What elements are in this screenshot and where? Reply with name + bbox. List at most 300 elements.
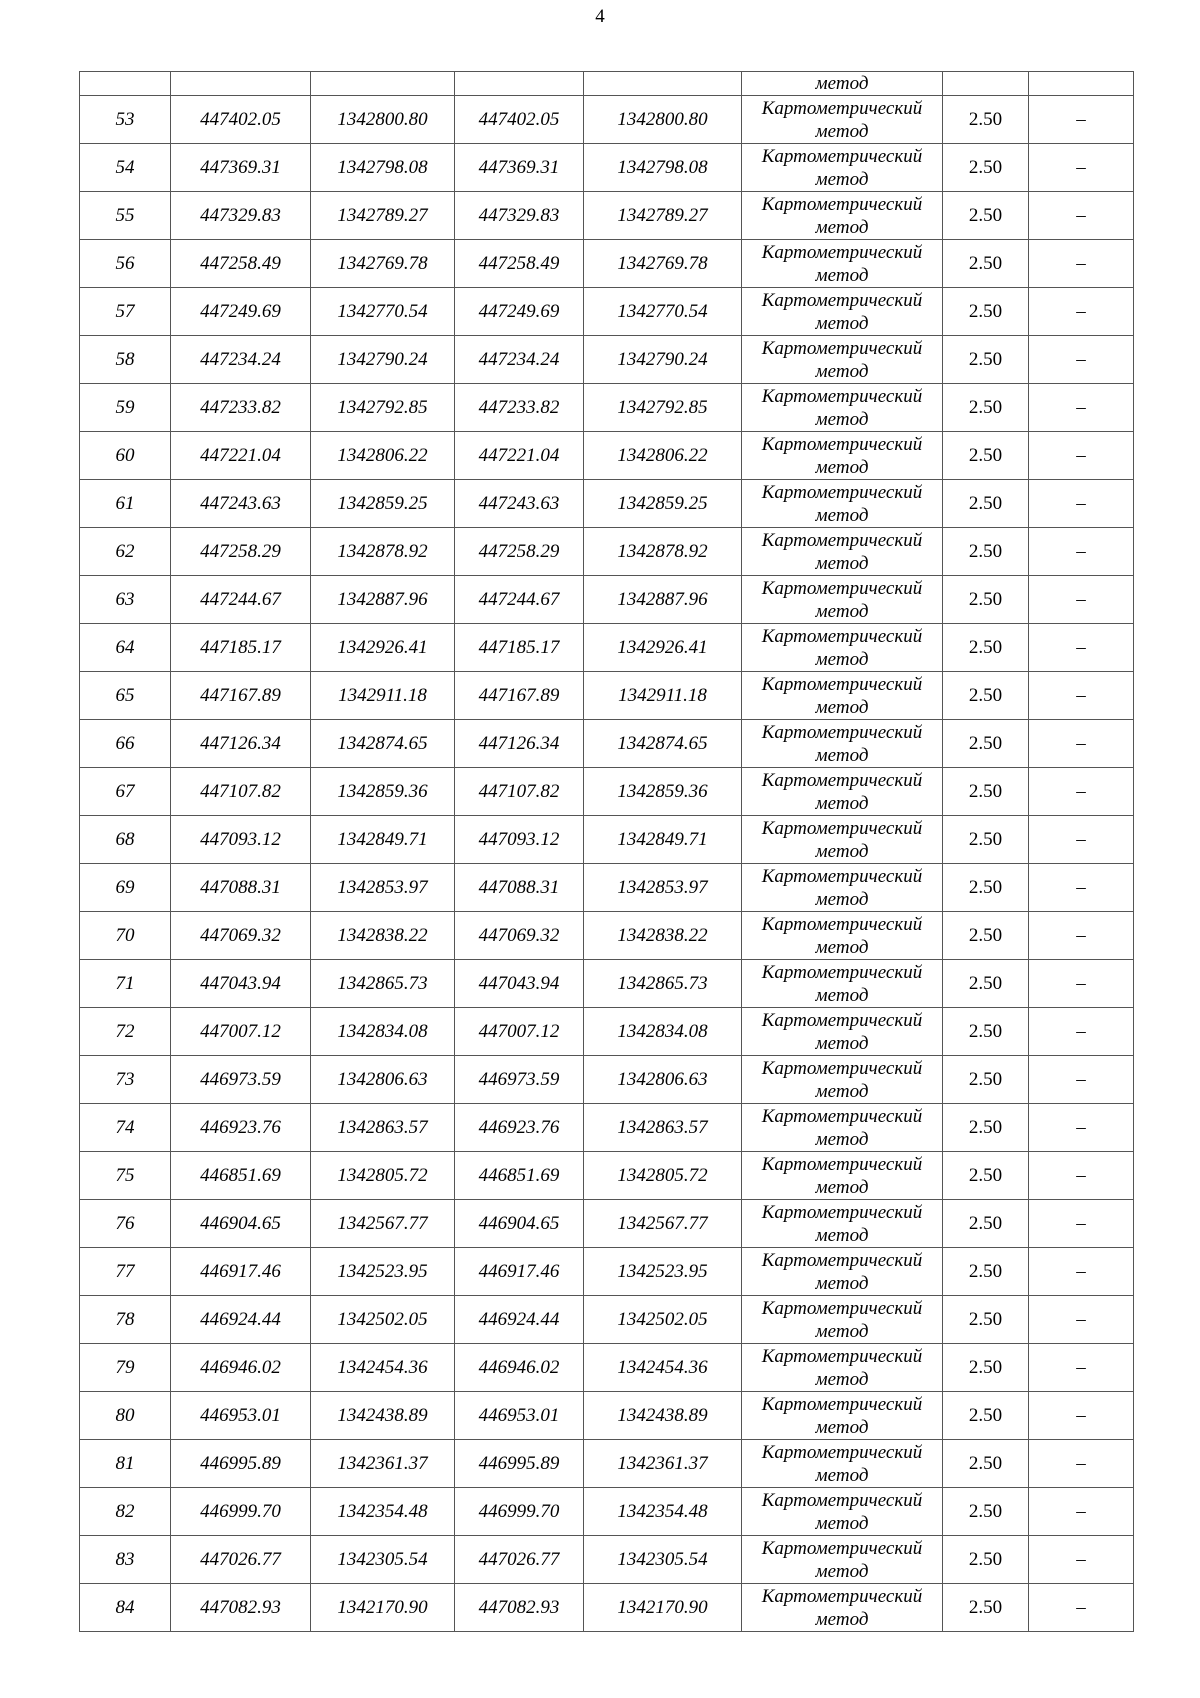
method-line-1: Картометрический	[761, 529, 923, 551]
error-cell: 2.50	[943, 960, 1029, 1008]
method-cell	[742, 960, 943, 1008]
table-row	[80, 288, 1134, 336]
error-cell: 2.50	[943, 672, 1029, 720]
y-new-cell: 1342806.63	[584, 1056, 742, 1104]
continuation-row	[80, 72, 1134, 96]
table-row	[80, 1344, 1134, 1392]
table-row	[80, 1008, 1134, 1056]
note-cell: –	[1029, 144, 1134, 192]
y-new-cell: 1342790.24	[584, 336, 742, 384]
empty-cell	[80, 72, 171, 96]
point-number-cell: 65	[80, 672, 171, 720]
error-cell: 2.50	[943, 1104, 1029, 1152]
method-cell	[742, 240, 943, 288]
y-new-cell: 1342859.36	[584, 768, 742, 816]
method-line-1: Картометрический	[761, 1009, 923, 1031]
x-old-cell: 447233.82	[171, 384, 311, 432]
error-cell: 2.50	[943, 336, 1029, 384]
method-line-2: метод	[815, 552, 869, 574]
empty-cell	[311, 72, 455, 96]
x-new-cell: 446917.46	[455, 1248, 584, 1296]
y-new-cell: 1342800.80	[584, 96, 742, 144]
note-cell: –	[1029, 864, 1134, 912]
method-line-2: метод	[815, 1560, 869, 1582]
note-cell: –	[1029, 432, 1134, 480]
point-number-cell: 74	[80, 1104, 171, 1152]
x-new-cell: 447107.82	[455, 768, 584, 816]
point-number-cell: 62	[80, 528, 171, 576]
table-row	[80, 1104, 1134, 1152]
y-new-cell: 1342361.37	[584, 1440, 742, 1488]
method-cell	[742, 480, 943, 528]
method-line-1: Картометрический	[761, 1537, 923, 1559]
point-number-cell: 53	[80, 96, 171, 144]
method-line-2: метод	[815, 936, 869, 958]
y-new-cell: 1342454.36	[584, 1344, 742, 1392]
y-new-cell: 1342567.77	[584, 1200, 742, 1248]
x-new-cell: 447026.77	[455, 1536, 584, 1584]
note-cell: –	[1029, 1248, 1134, 1296]
y-old-cell: 1342806.22	[311, 432, 455, 480]
x-old-cell: 447249.69	[171, 288, 311, 336]
method-line-2: метод	[815, 1416, 869, 1438]
method-line-2: метод	[815, 984, 869, 1006]
x-old-cell: 446946.02	[171, 1344, 311, 1392]
method-line-1: Картометрический	[761, 385, 923, 407]
x-old-cell: 447258.49	[171, 240, 311, 288]
note-cell: –	[1029, 1056, 1134, 1104]
method-line-1: Картометрический	[761, 865, 923, 887]
table-row	[80, 1440, 1134, 1488]
point-number-cell: 84	[80, 1584, 171, 1632]
table-row	[80, 1488, 1134, 1536]
y-old-cell: 1342859.25	[311, 480, 455, 528]
note-cell: –	[1029, 1440, 1134, 1488]
x-old-cell: 447369.31	[171, 144, 311, 192]
method-line-1: Картометрический	[761, 145, 923, 167]
error-cell: 2.50	[943, 1488, 1029, 1536]
point-number-cell: 70	[80, 912, 171, 960]
y-old-cell: 1342792.85	[311, 384, 455, 432]
y-old-cell: 1342800.80	[311, 96, 455, 144]
method-cell	[742, 768, 943, 816]
x-old-cell: 447402.05	[171, 96, 311, 144]
y-new-cell: 1342874.65	[584, 720, 742, 768]
method-line-2: метод	[815, 1080, 869, 1102]
y-new-cell: 1342849.71	[584, 816, 742, 864]
x-new-cell: 446973.59	[455, 1056, 584, 1104]
table-row	[80, 1200, 1134, 1248]
y-old-cell: 1342859.36	[311, 768, 455, 816]
empty-cell	[171, 72, 311, 96]
method-line-2: метод	[815, 1032, 869, 1054]
method-line-1: Картометрический	[761, 1489, 923, 1511]
error-cell: 2.50	[943, 240, 1029, 288]
error-cell: 2.50	[943, 1152, 1029, 1200]
error-cell: 2.50	[943, 1056, 1029, 1104]
x-new-cell: 447233.82	[455, 384, 584, 432]
x-old-cell: 446924.44	[171, 1296, 311, 1344]
error-cell: 2.50	[943, 384, 1029, 432]
y-old-cell: 1342874.65	[311, 720, 455, 768]
method-cell	[742, 384, 943, 432]
note-cell: –	[1029, 384, 1134, 432]
note-cell: –	[1029, 528, 1134, 576]
method-line-2: метод	[815, 1608, 869, 1630]
point-number-cell: 76	[80, 1200, 171, 1248]
table-row	[80, 480, 1134, 528]
point-number-cell: 80	[80, 1392, 171, 1440]
error-cell: 2.50	[943, 864, 1029, 912]
error-cell: 2.50	[943, 192, 1029, 240]
point-number-cell: 57	[80, 288, 171, 336]
x-new-cell: 446904.65	[455, 1200, 584, 1248]
y-old-cell: 1342853.97	[311, 864, 455, 912]
method-line-2: метод	[815, 1368, 869, 1390]
note-cell: –	[1029, 480, 1134, 528]
y-new-cell: 1342523.95	[584, 1248, 742, 1296]
y-new-cell: 1342863.57	[584, 1104, 742, 1152]
y-old-cell: 1342567.77	[311, 1200, 455, 1248]
x-old-cell: 447007.12	[171, 1008, 311, 1056]
x-new-cell: 447093.12	[455, 816, 584, 864]
note-cell: –	[1029, 960, 1134, 1008]
note-cell: –	[1029, 1104, 1134, 1152]
x-new-cell: 447243.63	[455, 480, 584, 528]
method-line-1: Картометрический	[761, 481, 923, 503]
note-cell: –	[1029, 1488, 1134, 1536]
method-line-1: Картометрический	[761, 1441, 923, 1463]
y-new-cell: 1342853.97	[584, 864, 742, 912]
y-new-cell: 1342502.05	[584, 1296, 742, 1344]
x-new-cell: 447249.69	[455, 288, 584, 336]
table-row	[80, 336, 1134, 384]
x-old-cell: 447185.17	[171, 624, 311, 672]
table-row	[80, 912, 1134, 960]
method-line-2: метод	[815, 1320, 869, 1342]
x-old-cell: 446923.76	[171, 1104, 311, 1152]
point-number-cell: 81	[80, 1440, 171, 1488]
y-old-cell: 1342926.41	[311, 624, 455, 672]
x-new-cell: 447088.31	[455, 864, 584, 912]
method-line-2: метод	[815, 1512, 869, 1534]
y-old-cell: 1342454.36	[311, 1344, 455, 1392]
error-cell: 2.50	[943, 528, 1029, 576]
table-row	[80, 672, 1134, 720]
y-old-cell: 1342523.95	[311, 1248, 455, 1296]
method-cell	[742, 912, 943, 960]
method-line-1: Картометрический	[761, 1153, 923, 1175]
y-new-cell: 1342789.27	[584, 192, 742, 240]
x-old-cell: 447126.34	[171, 720, 311, 768]
x-new-cell: 447082.93	[455, 1584, 584, 1632]
x-old-cell: 446953.01	[171, 1392, 311, 1440]
error-cell: 2.50	[943, 432, 1029, 480]
point-number-cell: 78	[80, 1296, 171, 1344]
note-cell: –	[1029, 1392, 1134, 1440]
point-number-cell: 77	[80, 1248, 171, 1296]
x-new-cell: 446953.01	[455, 1392, 584, 1440]
note-cell: –	[1029, 288, 1134, 336]
empty-cell	[1029, 72, 1134, 96]
y-new-cell: 1342792.85	[584, 384, 742, 432]
note-cell: –	[1029, 768, 1134, 816]
method-line-1: Картометрический	[761, 769, 923, 791]
y-old-cell: 1342865.73	[311, 960, 455, 1008]
y-old-cell: 1342354.48	[311, 1488, 455, 1536]
y-new-cell: 1342170.90	[584, 1584, 742, 1632]
empty-cell	[584, 72, 742, 96]
y-new-cell: 1342838.22	[584, 912, 742, 960]
x-new-cell: 447402.05	[455, 96, 584, 144]
table-row	[80, 1584, 1134, 1632]
point-number-cell: 54	[80, 144, 171, 192]
y-old-cell: 1342805.72	[311, 1152, 455, 1200]
method-line-2: метод	[815, 408, 869, 430]
x-old-cell: 446917.46	[171, 1248, 311, 1296]
x-old-cell: 446904.65	[171, 1200, 311, 1248]
note-cell: –	[1029, 96, 1134, 144]
y-new-cell: 1342859.25	[584, 480, 742, 528]
method-cell	[742, 432, 943, 480]
point-number-cell: 56	[80, 240, 171, 288]
x-old-cell: 447069.32	[171, 912, 311, 960]
table-row	[80, 720, 1134, 768]
method-cell	[742, 1200, 943, 1248]
point-number-cell: 69	[80, 864, 171, 912]
method-line-2: метод	[815, 648, 869, 670]
note-cell: –	[1029, 672, 1134, 720]
method-cell	[742, 96, 943, 144]
y-new-cell: 1342834.08	[584, 1008, 742, 1056]
y-new-cell: 1342305.54	[584, 1536, 742, 1584]
y-old-cell: 1342770.54	[311, 288, 455, 336]
method-cell	[742, 144, 943, 192]
method-line-1: Картометрический	[761, 1585, 923, 1607]
y-old-cell: 1342849.71	[311, 816, 455, 864]
x-new-cell: 447043.94	[455, 960, 584, 1008]
point-number-cell: 72	[80, 1008, 171, 1056]
x-old-cell: 447329.83	[171, 192, 311, 240]
x-new-cell: 446999.70	[455, 1488, 584, 1536]
method-line-1: Картометрический	[761, 97, 923, 119]
method-line-1: Картометрический	[761, 1297, 923, 1319]
y-old-cell: 1342863.57	[311, 1104, 455, 1152]
note-cell: –	[1029, 624, 1134, 672]
method-line-2: метод	[815, 360, 869, 382]
method-line-1: Картометрический	[761, 1105, 923, 1127]
table-row	[80, 192, 1134, 240]
method-line-2: метод	[815, 456, 869, 478]
method-cell	[742, 1248, 943, 1296]
method-cell	[742, 1536, 943, 1584]
point-number-cell: 68	[80, 816, 171, 864]
point-number-cell: 75	[80, 1152, 171, 1200]
table-row	[80, 816, 1134, 864]
x-old-cell: 447243.63	[171, 480, 311, 528]
y-old-cell: 1342838.22	[311, 912, 455, 960]
point-number-cell: 60	[80, 432, 171, 480]
x-new-cell: 446851.69	[455, 1152, 584, 1200]
x-new-cell: 447167.89	[455, 672, 584, 720]
method-line-1: Картометрический	[761, 625, 923, 647]
point-number-cell: 71	[80, 960, 171, 1008]
y-old-cell: 1342834.08	[311, 1008, 455, 1056]
x-new-cell: 447244.67	[455, 576, 584, 624]
error-cell: 2.50	[943, 288, 1029, 336]
method-line-2: метод	[815, 600, 869, 622]
error-cell: 2.50	[943, 720, 1029, 768]
error-cell: 2.50	[943, 768, 1029, 816]
error-cell: 2.50	[943, 1536, 1029, 1584]
x-old-cell: 447244.67	[171, 576, 311, 624]
method-line-1: Картометрический	[761, 433, 923, 455]
y-old-cell: 1342911.18	[311, 672, 455, 720]
method-cell-tail: метод	[742, 72, 943, 96]
error-cell: 2.50	[943, 576, 1029, 624]
method-line-2: метод	[815, 120, 869, 142]
table-row	[80, 1392, 1134, 1440]
x-old-cell: 447221.04	[171, 432, 311, 480]
method-line-1: Картометрический	[761, 961, 923, 983]
y-new-cell: 1342806.22	[584, 432, 742, 480]
point-number-cell: 79	[80, 1344, 171, 1392]
method-line-2: метод	[815, 312, 869, 334]
x-old-cell: 447258.29	[171, 528, 311, 576]
method-cell	[742, 336, 943, 384]
method-cell	[742, 288, 943, 336]
point-number-cell: 66	[80, 720, 171, 768]
x-old-cell: 447088.31	[171, 864, 311, 912]
x-new-cell: 446924.44	[455, 1296, 584, 1344]
table-row	[80, 1056, 1134, 1104]
method-cell	[742, 1008, 943, 1056]
y-new-cell: 1342926.41	[584, 624, 742, 672]
y-new-cell: 1342798.08	[584, 144, 742, 192]
x-new-cell: 446923.76	[455, 1104, 584, 1152]
method-cell	[742, 1296, 943, 1344]
note-cell: –	[1029, 336, 1134, 384]
method-line-1: Картометрический	[761, 1249, 923, 1271]
x-new-cell: 447185.17	[455, 624, 584, 672]
error-cell: 2.50	[943, 1440, 1029, 1488]
table-row	[80, 384, 1134, 432]
error-cell: 2.50	[943, 912, 1029, 960]
method-line-1: Картометрический	[761, 817, 923, 839]
note-cell: –	[1029, 1200, 1134, 1248]
note-cell: –	[1029, 1584, 1134, 1632]
y-new-cell: 1342770.54	[584, 288, 742, 336]
point-number-cell: 64	[80, 624, 171, 672]
table-row	[80, 1152, 1134, 1200]
method-line-1: Картометрический	[761, 1393, 923, 1415]
method-line-2: метод	[815, 216, 869, 238]
y-new-cell: 1342887.96	[584, 576, 742, 624]
empty-cell	[455, 72, 584, 96]
point-number-cell: 61	[80, 480, 171, 528]
x-old-cell: 446999.70	[171, 1488, 311, 1536]
method-line-1: Картометрический	[761, 241, 923, 263]
method-cell	[742, 576, 943, 624]
point-number-cell: 82	[80, 1488, 171, 1536]
note-cell: –	[1029, 1008, 1134, 1056]
error-cell: 2.50	[943, 1584, 1029, 1632]
y-old-cell: 1342790.24	[311, 336, 455, 384]
error-cell: 2.50	[943, 480, 1029, 528]
error-cell: 2.50	[943, 624, 1029, 672]
method-cell	[742, 1440, 943, 1488]
y-new-cell: 1342805.72	[584, 1152, 742, 1200]
point-number-cell: 55	[80, 192, 171, 240]
x-new-cell: 447369.31	[455, 144, 584, 192]
point-number-cell: 73	[80, 1056, 171, 1104]
method-cell	[742, 1344, 943, 1392]
table-row	[80, 96, 1134, 144]
method-cell	[742, 528, 943, 576]
error-cell: 2.50	[943, 1008, 1029, 1056]
x-new-cell: 447221.04	[455, 432, 584, 480]
method-line-1: Картометрический	[761, 193, 923, 215]
note-cell: –	[1029, 192, 1134, 240]
method-line-1: Картометрический	[761, 1057, 923, 1079]
method-cell	[742, 1392, 943, 1440]
method-line-1: Картометрический	[761, 577, 923, 599]
x-new-cell: 446995.89	[455, 1440, 584, 1488]
y-old-cell: 1342361.37	[311, 1440, 455, 1488]
method-cell	[742, 1488, 943, 1536]
note-cell: –	[1029, 576, 1134, 624]
x-new-cell: 447258.29	[455, 528, 584, 576]
method-line-1: Картометрический	[761, 721, 923, 743]
note-cell: –	[1029, 1296, 1134, 1344]
method-line-1: Картометрический	[761, 913, 923, 935]
method-line-2: метод	[815, 1224, 869, 1246]
method-line-2: метод	[815, 1176, 869, 1198]
note-cell: –	[1029, 912, 1134, 960]
x-new-cell: 447234.24	[455, 336, 584, 384]
method-line-2: метод	[815, 792, 869, 814]
page-number: 4	[595, 6, 605, 27]
x-old-cell: 447107.82	[171, 768, 311, 816]
method-line-2: метод	[815, 696, 869, 718]
method-cell	[742, 1056, 943, 1104]
note-cell: –	[1029, 720, 1134, 768]
y-old-cell: 1342806.63	[311, 1056, 455, 1104]
error-cell: 2.50	[943, 1248, 1029, 1296]
point-number-cell: 58	[80, 336, 171, 384]
x-old-cell: 446995.89	[171, 1440, 311, 1488]
method-line-1: Картометрический	[761, 337, 923, 359]
x-new-cell: 447329.83	[455, 192, 584, 240]
error-cell: 2.50	[943, 1200, 1029, 1248]
method-cell	[742, 720, 943, 768]
x-new-cell: 447007.12	[455, 1008, 584, 1056]
y-new-cell: 1342878.92	[584, 528, 742, 576]
point-number-cell: 63	[80, 576, 171, 624]
method-line-2: метод	[815, 1128, 869, 1150]
method-line-2: метод	[815, 1272, 869, 1294]
table-row	[80, 528, 1134, 576]
table-row	[80, 1536, 1134, 1584]
method-cell	[742, 624, 943, 672]
note-cell: –	[1029, 240, 1134, 288]
table-row	[80, 432, 1134, 480]
table-row	[80, 1296, 1134, 1344]
method-line-2: метод	[815, 888, 869, 910]
y-old-cell: 1342789.27	[311, 192, 455, 240]
coordinates-table	[79, 71, 1134, 1632]
x-old-cell: 447082.93	[171, 1584, 311, 1632]
